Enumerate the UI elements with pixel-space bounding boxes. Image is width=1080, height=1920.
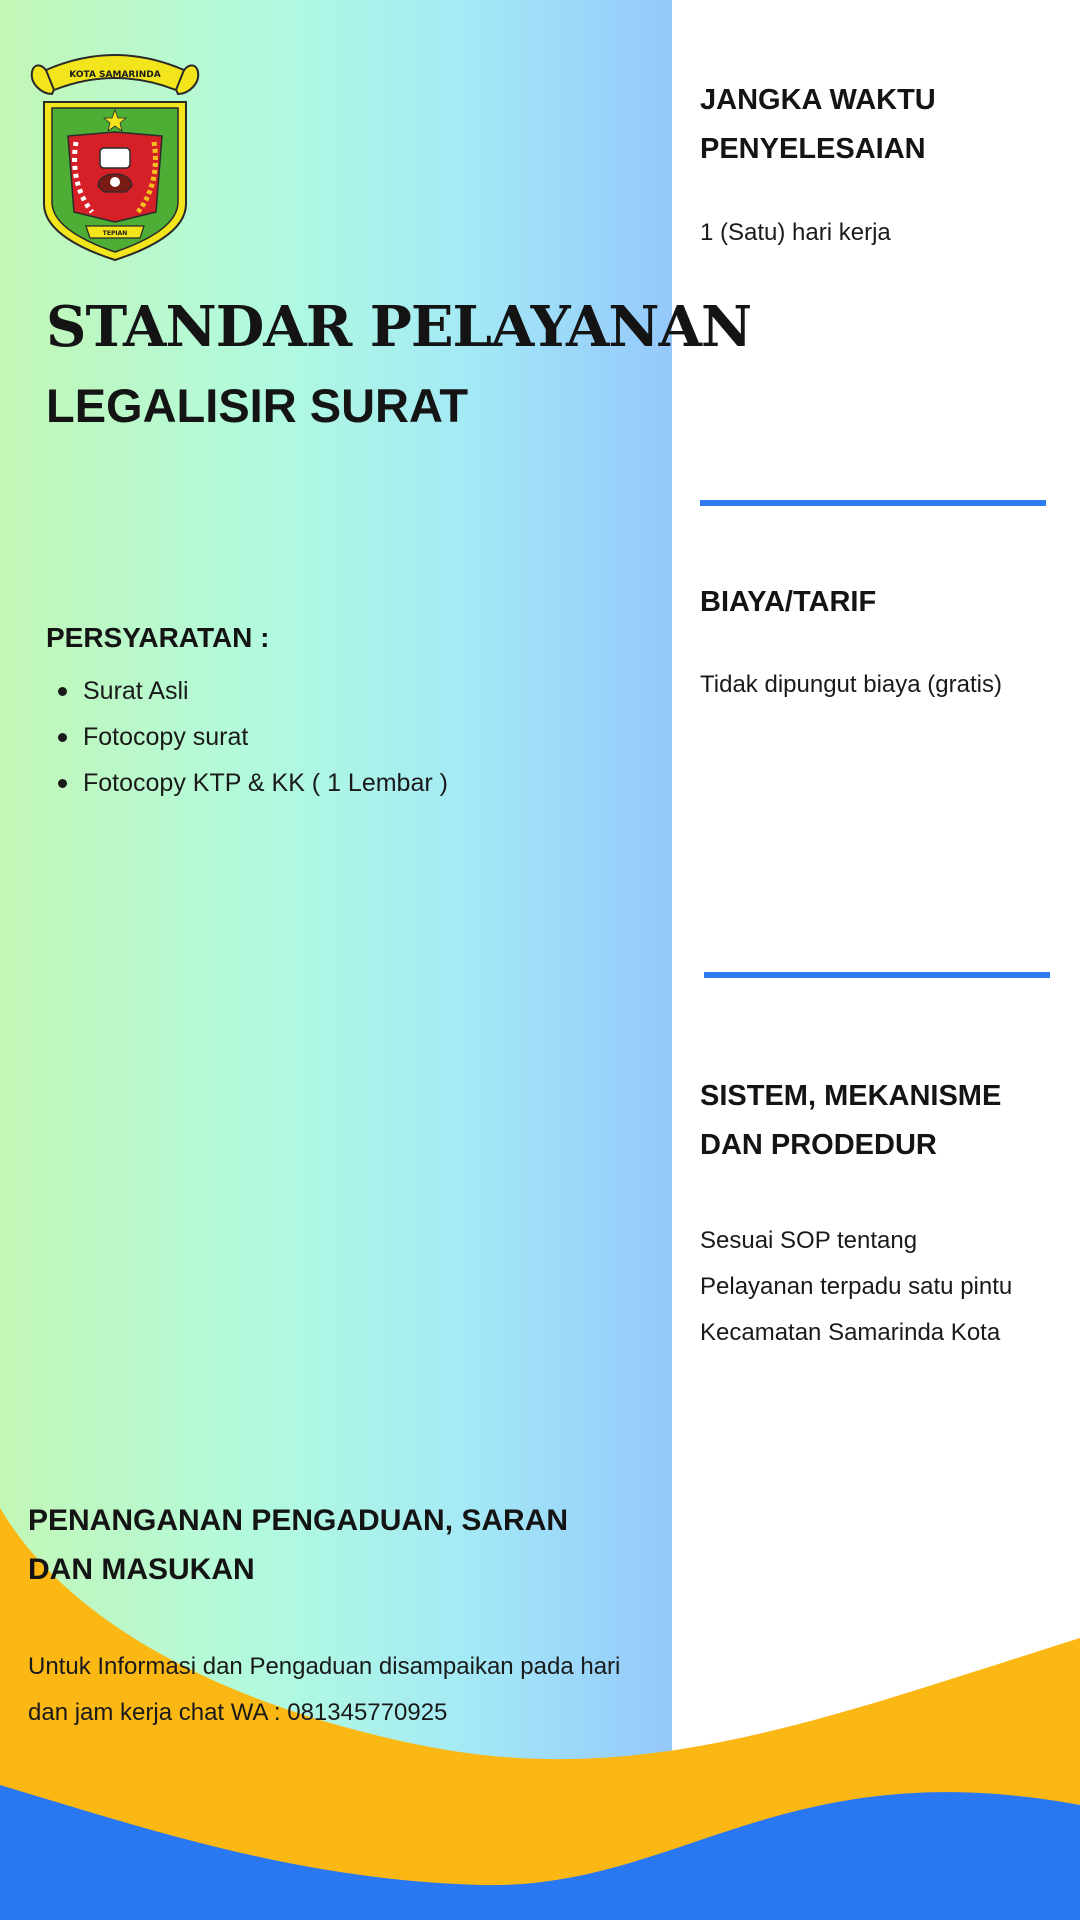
- kota-samarinda-emblem: [26, 36, 204, 262]
- procedure-heading: SISTEM, MEKANISME DAN PRODEDUR: [700, 1080, 1002, 1161]
- page-title: STANDAR PELAYANAN: [46, 294, 752, 360]
- completion-time-text: 1 (Satu) hari kerja: [700, 219, 891, 246]
- requirement-item: Fotocopy surat: [46, 714, 448, 760]
- page-subtitle: LEGALISIR SURAT: [46, 379, 469, 432]
- logo-motto-text: TEPIAN: [102, 230, 128, 237]
- complaints-heading: PENANGANAN PENGADUAN, SARAN DAN MASUKAN: [28, 1504, 569, 1586]
- section-divider: [704, 972, 1050, 978]
- fee-text: Tidak dipungut biaya (gratis): [700, 671, 1002, 698]
- complaints-text: Untuk Informasi dan Pengaduan disampaikan pada hari dan jam kerja chat WA : 081345770925: [28, 1653, 621, 1726]
- section-divider: [700, 500, 1046, 506]
- requirements-list: [46, 668, 448, 806]
- logo-ribbon-text: KOTA SAMARINDA: [69, 70, 161, 80]
- requirement-item: Fotocopy KTP & KK ( 1 Lembar ): [46, 760, 448, 806]
- requirement-item: Surat Asli: [46, 668, 448, 714]
- completion-time-heading: JANGKA WAKTU PENYELESAIAN: [700, 84, 936, 165]
- procedure-text: Sesuai SOP tentang Pelayanan terpadu satu pintu Kecamatan Samarinda Kota: [700, 1227, 1013, 1346]
- fee-heading: BIAYA/TARIF: [700, 586, 877, 618]
- requirements-heading: PERSYARATAN :: [46, 622, 270, 653]
